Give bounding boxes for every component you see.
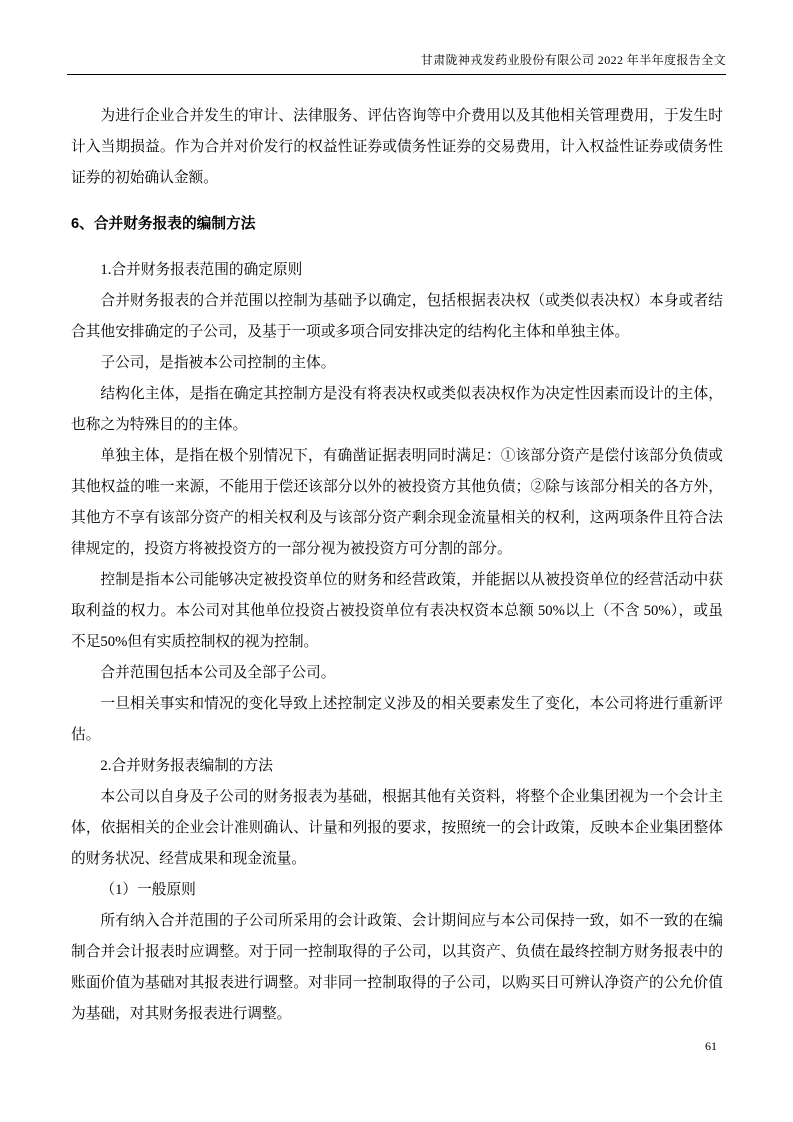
section-heading: 6、合并财务报表的编制方法 — [71, 216, 256, 232]
body-paragraph: 结构化主体，是指在确定其控制方是没有将表决权或类似表决权作为决定性因素而设计的主体，也称之为特殊目的的主体。 — [71, 386, 723, 433]
body-paragraph: （1）一般原则 — [100, 882, 196, 898]
document-body — [71, 101, 723, 1030]
body-paragraph: 子公司，是指被本公司控制的主体。 — [100, 355, 336, 371]
body-paragraph: 1.合并财务报表范围的确定原则 — [100, 262, 303, 278]
page-number: 61 — [705, 1039, 717, 1053]
body-paragraph: 合并范围包括本公司及全部子公司。 — [100, 665, 336, 681]
body-paragraph: 2.合并财务报表编制的方法 — [100, 758, 273, 774]
page-header-title: 甘肃陇神戎发药业股份有限公司 2022 年半年度报告全文 — [67, 52, 726, 75]
body-paragraph: 一旦相关事实和情况的变化导致上述控制定义涉及的相关要素发生了变化，本公司将进行重新评估。 — [71, 696, 723, 743]
body-paragraph: 所有纳入合并范围的子公司所采用的会计政策、会计期间应与本公司保持一致，如不一致的在编制合并会计报表时应调整。对于同一控制取得的子公司，以其资产、负债在最终控制方财务报表中的账面价值为基础对其报表进行调整。对非同一控制取得的子公司，以购买日可辨认净资产的公允价值为基础，对其财务报表进行调整。 — [71, 913, 723, 1022]
body-paragraph: 单独主体，是指在极个别情况下，有确凿证据表明同时满足：①该部分资产是偿付该部分负债或其他权益的唯一来源，不能用于偿还该部分以外的被投资方其他负债；②除与该部分相关的各方外，其他方不享有该部分资产的相关权利及与该部分资产剩余现金流量相关的权利，这两项条件且符合法律规定的，投资方将被投资方的一部分视为被投资方可分割的部分。 — [71, 448, 723, 557]
body-paragraph: 为进行企业合并发生的审计、法律服务、评估咨询等中介费用以及其他相关管理费用，于发生时计入当期损益。作为合并对价发行的权益性证券或债务性证券的交易费用，计入权益性证券或债务性证券的初始确认金额。 — [71, 108, 723, 186]
body-paragraph: 合并财务报表的合并范围以控制为基础予以确定，包括根据表决权（或类似表决权）本身或者结合其他安排确定的子公司，及基于一项或多项合同安排决定的结构化主体和单独主体。 — [71, 293, 723, 340]
body-paragraph: 控制是指本公司能够决定被投资单位的财务和经营政策，并能据以从被投资单位的经营活动中获取利益的权力。本公司对其他单位投资占被投资单位有表决权资本总额 50%以上（不含 50%），或虽不足50%但有实质控制权的视为控制。 — [71, 572, 723, 650]
body-paragraph: 本公司以自身及子公司的财务报表为基础，根据其他有关资料，将整个企业集团视为一个会计主体，依据相关的企业会计准则确认、计量和列报的要求，按照统一的会计政策，反映本企业集团整体的财务状况、经营成果和现金流量。 — [71, 789, 723, 867]
